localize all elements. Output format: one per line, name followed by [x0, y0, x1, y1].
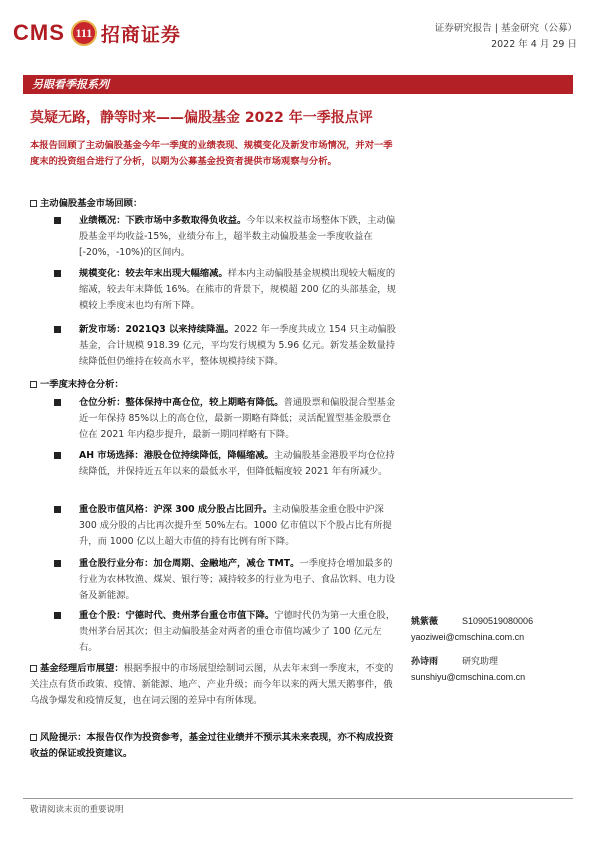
item-lead: 重仓个股：宁德时代、贵州茅台重仓市值下降。 — [79, 610, 275, 621]
page-title: 莫疑无路，静等时来——偏股基金 2022 年一季报点评 — [30, 110, 373, 126]
list-item — [79, 608, 397, 657]
item-body: 宁德时代仍为第一大重仓股，贵州茅台居其次；但主动偏股基金对两者的重仓市值均减少了 100 亿元左右。 — [79, 610, 396, 654]
series-banner: 另眼看季报系列 — [23, 75, 573, 94]
manager-outlook-paragraph — [30, 661, 395, 710]
analyst-email[interactable]: sunshiyu@cmschina.com.cn — [411, 672, 526, 682]
square-bullet-icon — [54, 506, 61, 513]
footer-divider — [23, 798, 573, 799]
item-lead: 业绩概况：下跌市场中多数取得负收益。 — [79, 215, 247, 226]
risk-warning-paragraph — [30, 730, 395, 762]
report-date: 2022 年 4 月 29 日 — [491, 39, 577, 50]
para-body: 根据季报中的市场展望绘制词云图，从去年末到一季度末，不变的关注点有货币政策、疫情、新能源、地产、产业升级；而今年以来的两大黑天鹅事件，俄乌战争爆发和疫情反复，也在词云图的差异中有所体现。 — [30, 663, 394, 707]
footer-note: 敬请阅读末页的重要说明 — [30, 805, 124, 815]
item-body: 今年以来权益市场整体下跌，主动偏股基金平均收益-15%，业绩分布上，超半数主动偏股基金一季度收益在[-20%，-10%)的区间内。 — [79, 215, 396, 259]
para-body: 本报告仅作为投资参考，基金过往业绩并不预示其未来表现，亦不构成投资收益的保证或投资建议。 — [30, 732, 394, 760]
para-lead: 风险提示： — [40, 732, 87, 743]
logo-chinese-name: 招商证券 — [100, 23, 181, 46]
item-lead: 重仓股市值风格：沪深 300 成分股占比回升。 — [79, 504, 273, 515]
abstract: 本报告回顾了主动偏股基金今年一季度的业绩表现、规模变化及新发市场情况，并对一季度末的投资组合进行了分析，以期为公募基金投资者提供市场观察与分析。 — [30, 140, 393, 167]
square-bullet-icon — [54, 452, 61, 459]
list-item — [79, 395, 397, 444]
item-lead: 规模变化：较去年末出现大幅缩减。 — [79, 268, 228, 279]
list-item — [79, 502, 397, 551]
logo-cms-text: CMS — [13, 20, 65, 45]
hollow-square-bullet-icon — [30, 665, 37, 672]
square-bullet-icon — [54, 612, 61, 619]
report-type: 证券研究报告 | 基金研究（公募） — [434, 23, 577, 34]
list-item — [79, 266, 397, 315]
square-bullet-icon — [54, 326, 61, 333]
item-body: 2022 年一季度共成立 154 只主动偏股基金，合计规模 918.39 亿元，平均发行规模为 5.96 亿元。新发基金数量持续降低但仍维持在较高水平，整体规模持续下降。 — [79, 324, 396, 368]
item-lead: 新发市场：2021Q3 以来持续降温。 — [79, 324, 235, 335]
header-meta — [435, 21, 577, 53]
analyst-name: 孙诗雨 — [411, 657, 439, 667]
company-logo — [13, 19, 181, 47]
logo-badge-icon: 111 — [71, 20, 97, 46]
square-bullet-icon — [54, 399, 61, 406]
list-item — [79, 448, 397, 480]
section-heading-market-review: 主动偏股基金市场回顾： — [30, 195, 142, 209]
square-bullet-icon — [54, 560, 61, 567]
item-body: 普通股票和偏股混合型基金近一年保持 85%以上的高仓位，最新一期略有降低；灵活配置型基金股票仓位在 2021 年内稳步提升，最新一期同样略有下降。 — [79, 397, 396, 441]
analyst-card — [411, 614, 533, 645]
list-item — [79, 322, 397, 371]
item-lead: 仓位分析：整体保持中高仓位，较上期略有降低。 — [79, 397, 284, 408]
item-body: 样本内主动偏股基金规模出现较大幅度的缩减，较去年末降低 16%。在熊市的背景下，规模超 200 亿的头部基金，规模较上季度末也均有所下降。 — [79, 268, 396, 312]
item-body: 一季度持仓增加最多的行业为农林牧渔、煤炭、银行等；减持较多的行业为电子、食品饮料、电力设备及新能源。 — [79, 558, 396, 602]
analyst-role: 研究助理 — [462, 657, 499, 667]
analyst-card — [411, 655, 525, 685]
item-lead: AH 市场选择：港股仓位持续降低，降幅缩减。 — [79, 450, 274, 461]
para-lead: 基金经理后市展望： — [40, 663, 124, 674]
square-bullet-icon — [54, 217, 61, 224]
hollow-square-bullet-icon — [30, 734, 37, 741]
hollow-square-bullet-icon — [30, 381, 37, 388]
analyst-name: 姚紫薇 — [411, 617, 439, 627]
square-bullet-icon — [54, 270, 61, 277]
analyst-email[interactable]: yaoziwei@cmschina.com.cn — [411, 632, 525, 642]
list-item — [79, 556, 397, 605]
analyst-license-id: S1090519080006 — [462, 616, 534, 626]
item-body: 主动偏股基金港股平均仓位持续降低，并保持近五年以来的最低水平，但降低幅度较 2021 年有所减少。 — [79, 450, 395, 478]
item-lead: 重仓股行业分布：加仓周期、金融地产，减仓 TMT。 — [79, 558, 300, 569]
hollow-square-bullet-icon — [30, 200, 37, 207]
item-body: 主动偏股基金重仓股中沪深 300 成分股的占比再次提升至 50%左右。1000 亿市值以下个股占比有所提升，而 1000 亿以上超大市值的持有比例有所下降。 — [79, 504, 392, 548]
section-heading-holdings: 一季度末持仓分析： — [30, 376, 124, 390]
list-item — [79, 213, 397, 262]
